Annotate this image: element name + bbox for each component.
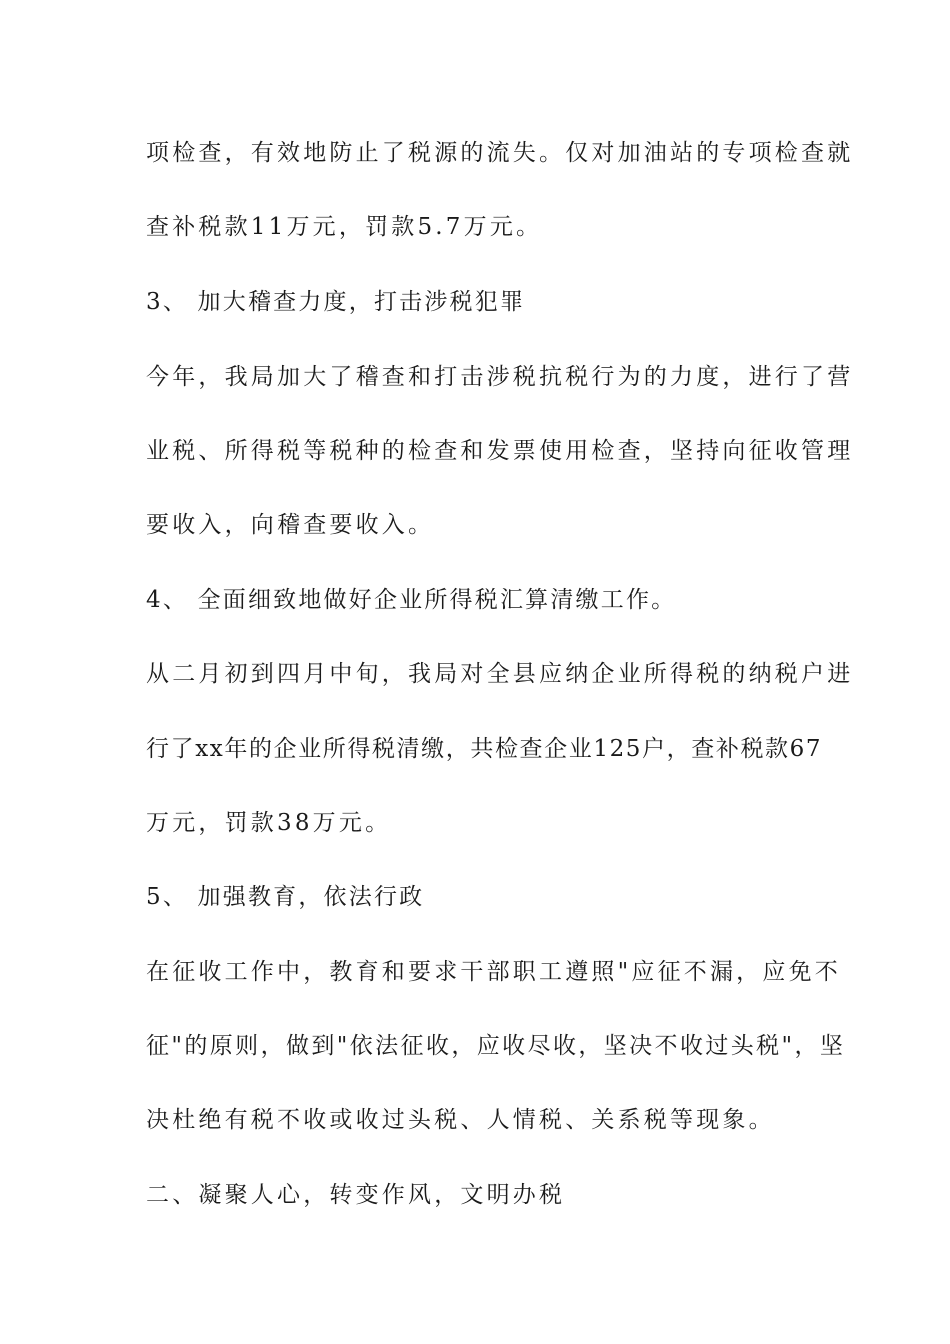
paragraph-line: 查补税款11万元，罚款5.7万元。 [146,214,543,240]
paragraph-line: 从二月初到四月中旬，我局对全县应纳企业所得税的纳税户进 [146,661,854,687]
section-heading: 3、 加大稽查力度，打击涉税犯罪 [146,289,526,315]
chapter-heading: 二、凝聚人心，转变作风，文明办税 [146,1182,566,1208]
paragraph-line: 业税、所得税等税种的检查和发票使用检查，坚持向征收管理 [146,438,854,464]
paragraph-line: 征"的原则，做到"依法征收，应收尽收，坚决不收过头税"，坚 [146,1033,846,1059]
paragraph-line: 在征收工作中，教育和要求干部职工遵照"应征不漏，应免不 [146,959,841,985]
section-heading: 4、 全面细致地做好企业所得税汇算清缴工作。 [146,587,677,613]
paragraph-line: 万元，罚款38万元。 [146,810,392,836]
paragraph-line: 要收入，向稽查要收入。 [146,512,435,538]
paragraph-line: 决杜绝有税不收或收过头税、人情税、关系税等现象。 [146,1107,775,1133]
paragraph-line: 项检查，有效地防止了税源的流失。仅对加油站的专项检查就 [146,140,854,166]
paragraph-line: 今年，我局加大了稽查和打击涉税抗税行为的力度，进行了营 [146,364,854,390]
section-heading: 5、 加强教育，依法行政 [146,884,425,910]
paragraph-line: 行了xx年的企业所得税清缴，共检查企业125户，查补税款67 [146,736,823,762]
